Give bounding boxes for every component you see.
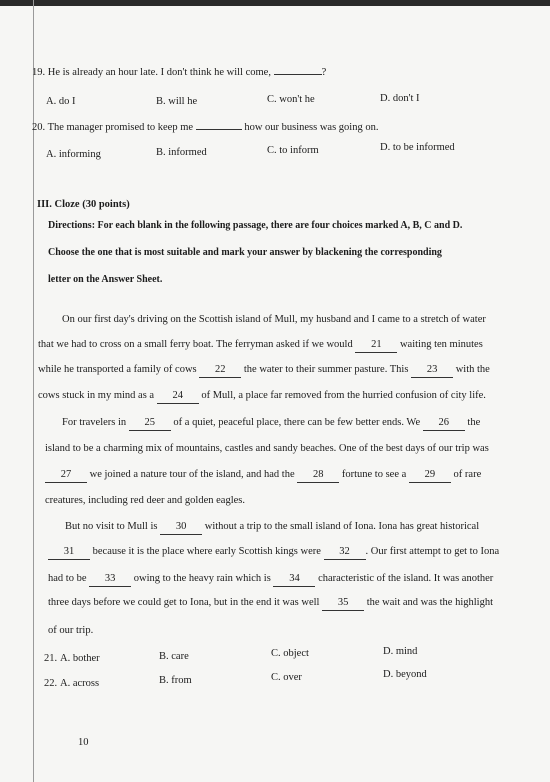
option-20-c: C. to inform — [267, 145, 319, 156]
cloze-blank-21: 21 — [355, 338, 397, 353]
section-heading: III. Cloze (30 points) — [37, 199, 130, 210]
passage-line-13: of our trip. — [48, 625, 94, 636]
page-top-edge — [0, 0, 550, 6]
choice-21-number: 21. — [44, 653, 58, 664]
cloze-blank-23: 23 — [411, 363, 453, 378]
choice-22-d: D. beyond — [383, 669, 427, 680]
choice-21-a: A. bother — [60, 653, 100, 664]
page-number: 10 — [78, 737, 89, 748]
cloze-blank-30: 30 — [160, 520, 202, 535]
option-20-b: B. informed — [156, 147, 207, 158]
option-19-b: B. will he — [156, 96, 198, 107]
passage-line-8: creatures, including red deer and golden eagles. — [45, 495, 245, 506]
question-20: 20. The manager promised to keep me how our business was going on. — [32, 122, 379, 133]
option-19-a: A. do I — [46, 96, 76, 107]
option-20-d: D. to be informed — [380, 142, 455, 153]
cloze-blank-28: 28 — [297, 468, 339, 483]
choice-22-a: A. across — [60, 678, 100, 689]
answer-blank — [274, 74, 322, 75]
option-19-c: C. won't he — [267, 94, 315, 105]
cloze-blank-22: 22 — [199, 363, 241, 378]
cloze-blank-31: 31 — [48, 545, 90, 560]
directions-line-2: Choose the one that is most suitable and mark your answer by blackening the corresponding — [48, 247, 442, 258]
choice-21-d: D. mind — [383, 646, 418, 657]
answer-blank — [196, 129, 242, 130]
passage-line-10: 31 because it is the place where early Scottish kings were 32 . Our first attempt to get to Iona — [48, 545, 499, 560]
cloze-blank-26: 26 — [423, 416, 465, 431]
passage-line-2: that we had to cross on a small ferry boat. The ferryman asked if we would 21 waiting ten minutes — [38, 338, 483, 353]
question-19: 19. He is already an hour late. I don't think he will come, ? — [32, 67, 327, 78]
option-19-d: D. don't I — [380, 93, 420, 104]
choice-21-c: C. object — [271, 648, 309, 659]
passage-line-4: cows stuck in my mind as a 24 of Mull, a place far removed from the hurried confusion of city life. — [38, 389, 486, 404]
cloze-blank-29: 29 — [409, 468, 451, 483]
passage-line-5: For travelers in 25 of a quiet, peaceful place, there can be few better ends. We 26 the — [62, 416, 480, 431]
directions-line-1: Directions: For each blank in the following passage, there are four choices marked A, B, C and D. — [48, 220, 463, 231]
passage-line-6: island to be a charming mix of mountains, castles and sandy beaches. One of the best days of our trip was — [45, 443, 489, 454]
cloze-blank-24: 24 — [157, 389, 199, 404]
cloze-blank-33: 33 — [89, 572, 131, 587]
cloze-blank-35: 35 — [322, 596, 364, 611]
cloze-blank-32: 32 — [324, 545, 366, 560]
cloze-blank-34: 34 — [273, 572, 315, 587]
binding-margin-line — [33, 0, 34, 782]
passage-line-11: had to be 33 owing to the heavy rain which is 34 characteristic of the island. It was another — [48, 572, 493, 587]
choice-22-c: C. over — [271, 672, 302, 683]
choice-22-b: B. from — [159, 675, 192, 686]
passage-line-1: On our first day's driving on the Scottish island of Mull, my husband and I came to a stretch of water — [62, 314, 486, 325]
choice-21-b: B. care — [159, 651, 189, 662]
directions-line-3: letter on the Answer Sheet. — [48, 274, 163, 285]
passage-line-3: while he transported a family of cows 22 the water to their summer pasture. This 23 with the — [38, 363, 490, 378]
option-20-a: A. informing — [46, 149, 101, 160]
passage-line-7: 27 we joined a nature tour of the island, and had the 28 fortune to see a 29 of rare — [45, 468, 481, 483]
choice-22-number: 22. — [44, 678, 58, 689]
cloze-blank-27: 27 — [45, 468, 87, 483]
passage-line-9: But no visit to Mull is 30 without a trip to the small island of Iona. Iona has great historical — [65, 520, 479, 535]
passage-line-12: three days before we could get to Iona, but in the end it was well 35 the wait and was the highlight — [48, 596, 493, 611]
cloze-blank-25: 25 — [129, 416, 171, 431]
